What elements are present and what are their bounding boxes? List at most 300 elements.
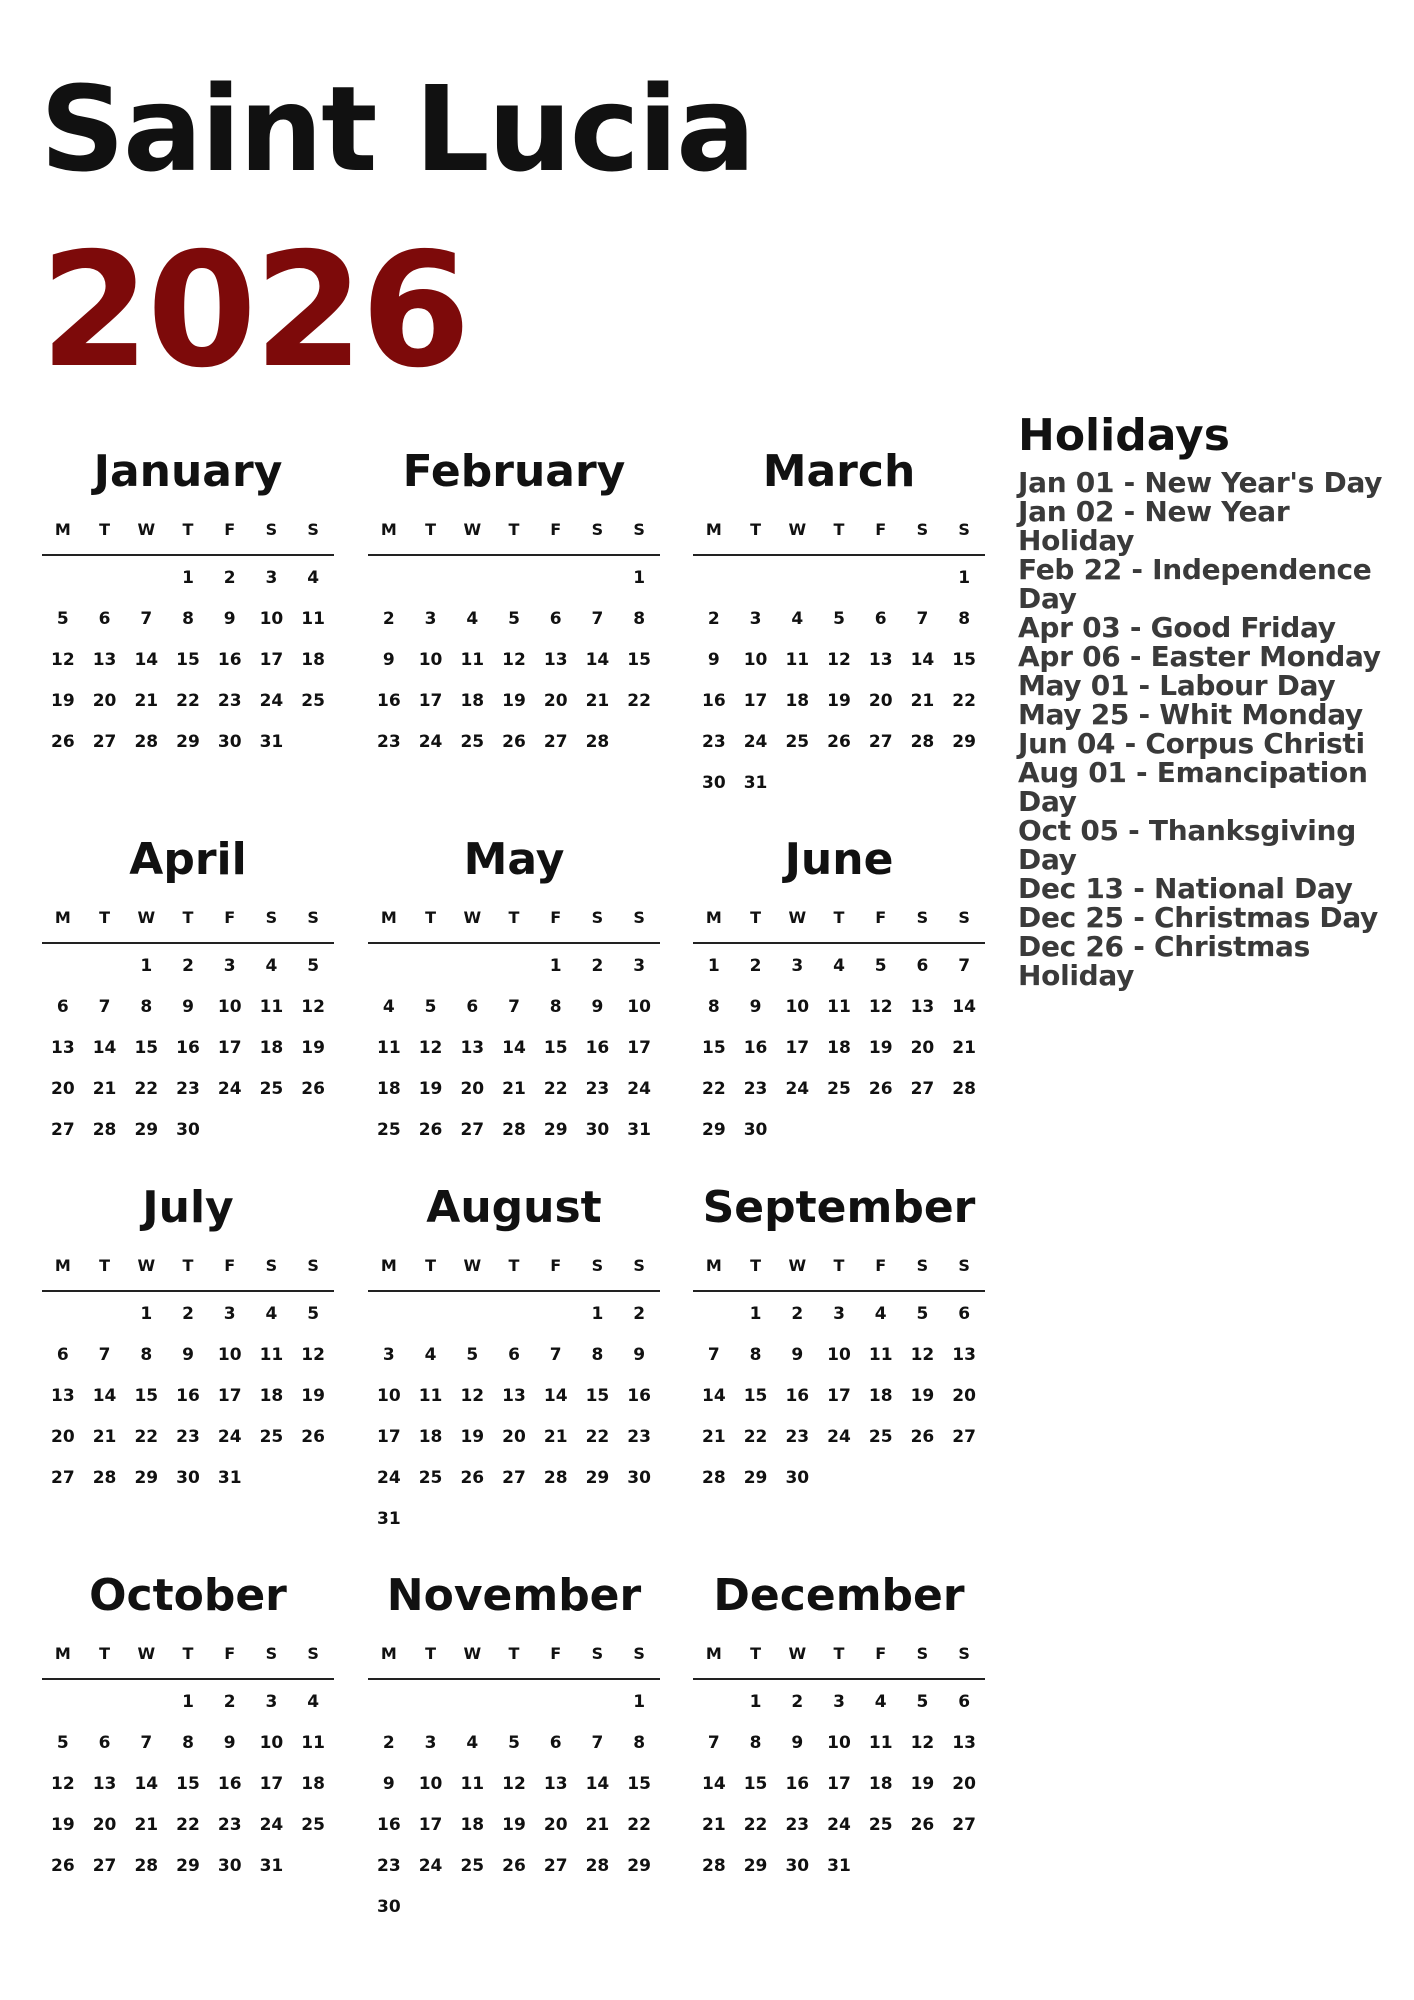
day-cell: 28 xyxy=(543,1468,568,1488)
weekday-label: S xyxy=(265,520,278,539)
day-cell: 14 xyxy=(585,650,610,670)
day-cell: 16 xyxy=(785,1386,810,1406)
day-cell: 20 xyxy=(543,691,568,711)
month-name: August xyxy=(426,1182,602,1233)
empty-cell xyxy=(84,1302,126,1343)
day-cell: 30 xyxy=(377,1897,401,1917)
day-cell: 1 xyxy=(591,1304,604,1324)
day-cell: 29 xyxy=(585,1468,610,1488)
weekday-label: T xyxy=(750,1256,762,1275)
day-cell: 13 xyxy=(543,650,568,670)
month-july xyxy=(42,1182,334,1507)
weekday-header xyxy=(693,908,985,944)
day-cell: 21 xyxy=(92,1079,117,1099)
holiday-list xyxy=(1018,468,1403,990)
day-cell: 16 xyxy=(627,1386,651,1406)
day-cell: 3 xyxy=(382,1345,395,1365)
weekday-label: M xyxy=(705,908,722,927)
day-cell: 9 xyxy=(633,1345,646,1365)
day-cell: 29 xyxy=(543,1120,568,1140)
day-grid xyxy=(42,1292,334,1507)
weekday-label: S xyxy=(591,520,604,539)
day-cell: 24 xyxy=(743,732,768,752)
day-cell: 2 xyxy=(707,609,720,629)
weekday-label: M xyxy=(705,1644,722,1663)
day-cell: 15 xyxy=(743,1386,768,1406)
day-cell: 25 xyxy=(460,1856,485,1876)
day-cell: 20 xyxy=(92,691,117,711)
day-cell: 24 xyxy=(259,1815,284,1835)
day-cell: 28 xyxy=(134,1856,159,1876)
month-name: May xyxy=(463,834,565,885)
empty-cell xyxy=(693,1690,735,1731)
day-cell: 20 xyxy=(543,1815,568,1835)
day-cell: 20 xyxy=(952,1774,976,1794)
weekday-label: W xyxy=(463,908,482,927)
day-cell: 4 xyxy=(265,1304,278,1324)
day-cell: 10 xyxy=(785,997,810,1017)
day-cell: 8 xyxy=(749,1733,762,1753)
weekday-header xyxy=(42,1256,334,1292)
weekday-label: F xyxy=(875,1644,887,1663)
empty-cell xyxy=(42,566,84,607)
day-cell: 8 xyxy=(633,609,646,629)
day-cell: 7 xyxy=(591,1733,604,1753)
day-cell: 13 xyxy=(952,1345,976,1365)
weekday-header xyxy=(42,1644,334,1680)
day-cell: 25 xyxy=(868,1427,893,1447)
day-cell: 19 xyxy=(51,691,75,711)
weekday-header xyxy=(693,1644,985,1680)
day-grid xyxy=(368,1680,660,1936)
day-grid xyxy=(368,556,660,771)
day-cell: 19 xyxy=(51,1815,75,1835)
weekday-label: W xyxy=(137,908,156,927)
day-cell: 22 xyxy=(627,691,651,711)
day-cell: 19 xyxy=(910,1386,935,1406)
weekday-label: T xyxy=(425,1644,437,1663)
month-february xyxy=(368,446,660,771)
weekday-label: S xyxy=(265,1644,278,1663)
holiday-item: May 01 - Labour Day xyxy=(1018,669,1336,702)
day-cell: 26 xyxy=(301,1079,325,1099)
month-august xyxy=(368,1182,660,1548)
day-cell: 6 xyxy=(916,956,929,976)
day-cell: 4 xyxy=(424,1345,437,1365)
day-cell: 15 xyxy=(176,650,200,670)
day-cell: 17 xyxy=(785,1038,810,1058)
day-cell: 23 xyxy=(176,1427,200,1447)
day-cell: 11 xyxy=(460,1774,485,1794)
empty-cell xyxy=(577,566,619,607)
day-cell: 24 xyxy=(827,1427,851,1447)
day-cell: 11 xyxy=(259,997,284,1017)
month-name: April xyxy=(129,834,247,885)
holidays-panel xyxy=(1018,410,1403,992)
day-cell: 20 xyxy=(502,1427,526,1447)
day-cell: 10 xyxy=(827,1733,851,1753)
weekday-label: S xyxy=(633,1256,645,1275)
weekday-label: S xyxy=(916,520,929,539)
weekday-label: W xyxy=(137,1644,156,1663)
day-cell: 22 xyxy=(702,1079,726,1099)
day-cell: 17 xyxy=(743,691,768,711)
weekday-label: S xyxy=(633,520,645,539)
weekday-header xyxy=(368,1256,660,1292)
weekday-label: T xyxy=(750,908,762,927)
day-cell: 4 xyxy=(791,609,804,629)
empty-cell xyxy=(860,566,902,607)
day-cell: 15 xyxy=(627,1774,651,1794)
weekday-label: F xyxy=(875,1256,887,1275)
day-cell: 6 xyxy=(56,1345,69,1365)
day-cell: 18 xyxy=(301,650,325,670)
day-cell: 12 xyxy=(301,997,325,1017)
day-cell: 13 xyxy=(910,997,935,1017)
day-cell: 26 xyxy=(827,732,851,752)
empty-cell xyxy=(493,1690,535,1731)
weekday-label: M xyxy=(380,1644,397,1663)
day-cell: 10 xyxy=(743,650,768,670)
month-october xyxy=(42,1570,334,1895)
day-cell: 18 xyxy=(259,1386,284,1406)
day-cell: 13 xyxy=(92,650,117,670)
day-cell: 24 xyxy=(259,691,284,711)
day-cell: 21 xyxy=(543,1427,568,1447)
day-cell: 5 xyxy=(508,1733,520,1753)
day-cell: 8 xyxy=(591,1345,604,1365)
day-cell: 22 xyxy=(176,1815,200,1835)
day-cell: 28 xyxy=(502,1120,526,1140)
weekday-label: M xyxy=(54,520,71,539)
day-cell: 10 xyxy=(217,997,242,1017)
weekday-header xyxy=(42,908,334,944)
day-cell: 31 xyxy=(259,732,284,752)
empty-cell xyxy=(577,1690,619,1731)
day-cell: 7 xyxy=(98,1345,111,1365)
day-cell: 25 xyxy=(460,732,485,752)
day-cell: 6 xyxy=(549,609,562,629)
day-cell: 18 xyxy=(785,691,810,711)
month-may xyxy=(368,834,660,1159)
day-cell: 5 xyxy=(56,609,69,629)
day-cell: 3 xyxy=(223,1304,236,1324)
day-cell: 16 xyxy=(785,1774,810,1794)
empty-cell xyxy=(451,954,493,995)
day-cell: 31 xyxy=(743,773,768,793)
weekday-label: S xyxy=(916,1644,929,1663)
day-cell: 25 xyxy=(785,732,810,752)
day-cell: 16 xyxy=(585,1038,610,1058)
day-cell: 30 xyxy=(743,1120,768,1140)
empty-cell xyxy=(410,1302,452,1343)
day-cell: 12 xyxy=(502,650,526,670)
day-cell: 23 xyxy=(585,1079,610,1099)
weekday-label: M xyxy=(380,1256,397,1275)
day-cell: 1 xyxy=(707,956,720,976)
day-cell: 18 xyxy=(868,1386,893,1406)
month-name: July xyxy=(142,1182,234,1233)
weekday-label: W xyxy=(137,1256,156,1275)
day-cell: 10 xyxy=(418,650,443,670)
day-cell: 2 xyxy=(382,609,395,629)
empty-cell xyxy=(410,1690,452,1731)
empty-cell xyxy=(84,566,126,607)
empty-cell xyxy=(368,1302,410,1343)
day-cell: 5 xyxy=(56,1733,69,1753)
weekday-label: S xyxy=(265,908,278,927)
day-cell: 4 xyxy=(874,1692,887,1712)
weekday-label: S xyxy=(591,908,604,927)
empty-cell xyxy=(693,566,735,607)
day-cell: 28 xyxy=(92,1120,117,1140)
holiday-item: May 25 - Whit Monday xyxy=(1018,698,1363,731)
day-cell: 30 xyxy=(627,1468,651,1488)
day-grid xyxy=(368,944,660,1159)
weekday-label: T xyxy=(833,1256,845,1275)
day-cell: 13 xyxy=(868,650,893,670)
day-cell: 11 xyxy=(868,1733,893,1753)
day-cell: 6 xyxy=(466,997,479,1017)
day-cell: 12 xyxy=(51,1774,75,1794)
holiday-item: Oct 05 - Thanksgiving Day xyxy=(1018,814,1356,876)
day-cell: 13 xyxy=(460,1038,485,1058)
day-cell: 23 xyxy=(377,732,401,752)
day-cell: 9 xyxy=(707,650,720,670)
empty-cell xyxy=(493,954,535,995)
day-cell: 26 xyxy=(910,1815,935,1835)
day-cell: 15 xyxy=(702,1038,726,1058)
day-cell: 31 xyxy=(627,1120,651,1140)
weekday-label: S xyxy=(916,908,929,927)
day-cell: 29 xyxy=(743,1856,768,1876)
day-cell: 15 xyxy=(627,650,651,670)
weekday-label: T xyxy=(99,1644,111,1663)
day-cell: 21 xyxy=(585,691,610,711)
day-cell: 22 xyxy=(627,1815,651,1835)
day-cell: 8 xyxy=(140,1345,153,1365)
day-cell: 25 xyxy=(301,691,325,711)
day-cell: 2 xyxy=(749,956,762,976)
day-cell: 8 xyxy=(958,609,971,629)
weekday-label: F xyxy=(224,1644,236,1663)
day-cell: 27 xyxy=(910,1079,935,1099)
day-cell: 8 xyxy=(182,1733,194,1753)
day-cell: 15 xyxy=(585,1386,610,1406)
day-cell: 26 xyxy=(502,1856,526,1876)
day-cell: 2 xyxy=(223,568,236,588)
day-cell: 2 xyxy=(223,1692,236,1712)
weekday-label: W xyxy=(788,908,807,927)
day-cell: 4 xyxy=(833,956,845,976)
weekday-label: S xyxy=(591,1644,604,1663)
weekday-label: M xyxy=(705,1256,722,1275)
day-cell: 11 xyxy=(301,1733,325,1753)
day-cell: 15 xyxy=(743,1774,768,1794)
day-cell: 27 xyxy=(868,732,893,752)
month-january xyxy=(42,446,334,771)
day-cell: 17 xyxy=(418,1815,443,1835)
day-cell: 19 xyxy=(460,1427,485,1447)
weekday-label: M xyxy=(380,520,397,539)
day-cell: 29 xyxy=(134,1468,159,1488)
day-cell: 7 xyxy=(591,609,604,629)
day-cell: 8 xyxy=(140,997,153,1017)
holiday-item: Dec 25 - Christmas Day xyxy=(1018,901,1379,934)
day-cell: 4 xyxy=(466,1733,479,1753)
day-cell: 11 xyxy=(827,997,851,1017)
day-cell: 16 xyxy=(217,1774,242,1794)
day-cell: 18 xyxy=(377,1079,401,1099)
day-cell: 24 xyxy=(377,1468,401,1488)
day-cell: 18 xyxy=(868,1774,893,1794)
day-cell: 4 xyxy=(382,997,395,1017)
weekday-label: T xyxy=(425,908,437,927)
empty-cell xyxy=(368,566,410,607)
day-cell: 21 xyxy=(585,1815,610,1835)
weekday-label: F xyxy=(550,1644,562,1663)
day-cell: 22 xyxy=(743,1815,768,1835)
day-cell: 14 xyxy=(702,1386,726,1406)
day-cell: 27 xyxy=(502,1468,526,1488)
day-cell: 20 xyxy=(460,1079,485,1099)
day-cell: 7 xyxy=(707,1345,720,1365)
day-cell: 28 xyxy=(952,1079,976,1099)
weekday-label: S xyxy=(265,1256,278,1275)
day-cell: 28 xyxy=(92,1468,117,1488)
day-cell: 7 xyxy=(140,609,153,629)
day-cell: 7 xyxy=(707,1733,720,1753)
day-cell: 4 xyxy=(466,609,479,629)
empty-cell xyxy=(84,1690,126,1731)
day-cell: 2 xyxy=(633,1304,646,1324)
weekday-label: F xyxy=(875,520,887,539)
day-cell: 27 xyxy=(92,732,117,752)
day-cell: 21 xyxy=(92,1427,117,1447)
weekday-label: S xyxy=(633,1644,645,1663)
day-cell: 19 xyxy=(418,1079,443,1099)
holiday-item: Jan 02 - New Year Holiday xyxy=(1018,495,1290,557)
day-cell: 7 xyxy=(958,956,971,976)
day-cell: 24 xyxy=(217,1427,242,1447)
weekday-label: S xyxy=(633,908,645,927)
day-cell: 17 xyxy=(827,1774,851,1794)
empty-cell xyxy=(735,566,777,607)
weekday-label: F xyxy=(224,908,236,927)
day-cell: 27 xyxy=(543,732,568,752)
day-cell: 9 xyxy=(182,997,194,1017)
day-cell: 29 xyxy=(176,1856,200,1876)
empty-cell xyxy=(451,1690,493,1731)
empty-cell xyxy=(535,1302,577,1343)
day-cell: 20 xyxy=(910,1038,935,1058)
day-cell: 6 xyxy=(56,997,69,1017)
day-cell: 18 xyxy=(460,1815,485,1835)
day-cell: 1 xyxy=(140,956,153,976)
day-cell: 1 xyxy=(958,568,971,588)
day-cell: 6 xyxy=(874,609,887,629)
weekday-label: S xyxy=(958,1644,970,1663)
day-cell: 27 xyxy=(952,1427,976,1447)
day-cell: 21 xyxy=(702,1815,726,1835)
empty-cell xyxy=(84,954,126,995)
day-cell: 27 xyxy=(460,1120,485,1140)
weekday-label: W xyxy=(463,1644,482,1663)
empty-cell xyxy=(451,566,493,607)
page-title: Saint Lucia xyxy=(40,60,754,198)
day-cell: 5 xyxy=(307,956,320,976)
day-cell: 5 xyxy=(916,1692,929,1712)
day-cell: 17 xyxy=(418,691,443,711)
day-cell: 29 xyxy=(702,1120,726,1140)
weekday-label: T xyxy=(99,520,111,539)
day-cell: 12 xyxy=(910,1733,935,1753)
day-cell: 16 xyxy=(217,650,242,670)
day-cell: 10 xyxy=(627,997,651,1017)
day-cell: 30 xyxy=(785,1856,810,1876)
day-cell: 16 xyxy=(176,1386,200,1406)
weekday-label: T xyxy=(425,1256,437,1275)
day-cell: 19 xyxy=(827,691,851,711)
weekday-label: S xyxy=(958,520,970,539)
day-cell: 10 xyxy=(259,1733,284,1753)
day-cell: 27 xyxy=(952,1815,976,1835)
day-cell: 5 xyxy=(508,609,520,629)
month-november xyxy=(368,1570,660,1936)
day-cell: 6 xyxy=(98,609,111,629)
day-cell: 13 xyxy=(543,1774,568,1794)
day-cell: 29 xyxy=(176,732,200,752)
day-cell: 30 xyxy=(585,1120,610,1140)
weekday-header xyxy=(693,520,985,556)
day-grid xyxy=(693,556,985,812)
day-cell: 1 xyxy=(182,568,194,588)
day-cell: 26 xyxy=(502,732,526,752)
weekday-label: T xyxy=(750,1644,762,1663)
day-cell: 11 xyxy=(460,650,485,670)
day-cell: 2 xyxy=(182,956,194,976)
day-cell: 8 xyxy=(749,1345,762,1365)
weekday-label: T xyxy=(182,520,194,539)
day-cell: 25 xyxy=(868,1815,893,1835)
weekday-label: W xyxy=(137,520,156,539)
day-cell: 23 xyxy=(785,1427,810,1447)
day-cell: 3 xyxy=(424,609,437,629)
holiday-item: Feb 22 - Independence Day xyxy=(1018,553,1372,615)
day-cell: 7 xyxy=(140,1733,153,1753)
weekday-label: S xyxy=(307,908,319,927)
weekday-label: T xyxy=(182,1644,194,1663)
day-cell: 9 xyxy=(182,1345,194,1365)
empty-cell xyxy=(368,954,410,995)
weekday-label: F xyxy=(550,908,562,927)
day-cell: 16 xyxy=(377,691,401,711)
month-september xyxy=(693,1182,985,1507)
day-cell: 27 xyxy=(51,1120,75,1140)
empty-cell xyxy=(42,954,84,995)
day-cell: 4 xyxy=(307,568,320,588)
day-cell: 2 xyxy=(791,1692,804,1712)
day-cell: 11 xyxy=(301,609,325,629)
day-cell: 9 xyxy=(223,609,236,629)
day-cell: 4 xyxy=(265,956,278,976)
weekday-label: W xyxy=(463,1256,482,1275)
day-cell: 14 xyxy=(92,1386,117,1406)
day-cell: 30 xyxy=(217,732,242,752)
month-name: October xyxy=(89,1570,287,1621)
day-cell: 15 xyxy=(134,1038,159,1058)
empty-cell xyxy=(902,566,944,607)
